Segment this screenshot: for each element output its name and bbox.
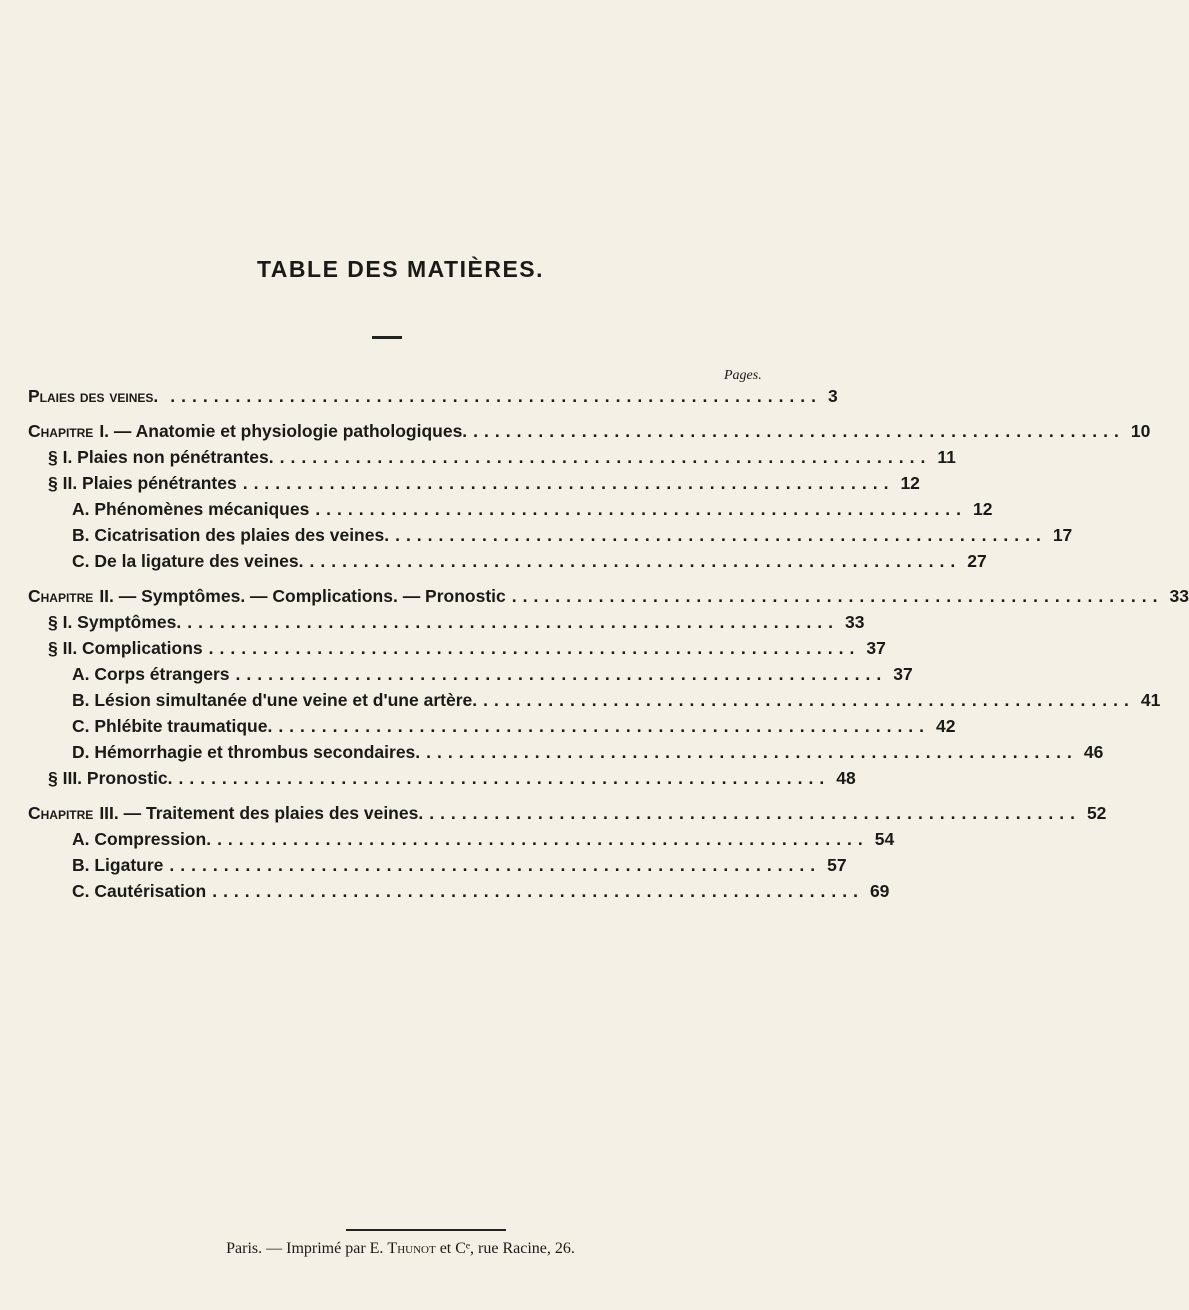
toc-entry-page: 12 — [973, 499, 993, 519]
toc-entry — [72, 742, 1104, 768]
toc-entry-title: B. Ligature — [72, 855, 164, 875]
toc-entry — [48, 473, 920, 499]
dot-leader: ............................................................ — [242, 473, 895, 493]
pages-column-label: Pages. — [724, 368, 762, 383]
toc-entry-page: 69 — [869, 881, 890, 901]
toc-entry-title: C. Phlébite traumatique. — [72, 716, 273, 736]
dot-leader: ............................................................ — [217, 829, 869, 849]
toc-entry-title: B. Cicatrisation des plaies des veines. — [72, 525, 390, 545]
toc-entry-lead: Chapitre — [28, 803, 94, 823]
imprint-suffix: et Cᵉ, rue Racine, 26. — [439, 1240, 575, 1257]
toc-entry — [48, 447, 956, 473]
toc-entry — [72, 551, 987, 577]
dot-leader: ............................................................ — [178, 768, 831, 788]
toc-entry-page: 10 — [1130, 421, 1151, 441]
page-title: TABLE DES MATIÈRES. — [256, 256, 545, 282]
toc-entry-page: 3 — [828, 386, 838, 406]
dot-leader: ............................................................ — [279, 447, 932, 467]
toc-entry-title: § III. Pronostic. — [48, 768, 173, 788]
toc-entry-lead: Plaies des veines. — [28, 386, 159, 406]
toc-entry-title: I. — Anatomie et physiologie pathologiques. — [99, 421, 468, 441]
dot-leader: ............................................................ — [426, 742, 1078, 762]
footer-divider — [346, 1229, 506, 1231]
dot-leader: ............................................................ — [483, 690, 1135, 710]
dot-leader: ............................................................ — [169, 855, 822, 875]
toc-entry-page: 52 — [1086, 803, 1107, 823]
toc-entry-title: § I. Symptômes. — [48, 612, 182, 632]
toc-entry-page: 57 — [827, 855, 847, 875]
dot-leader: ............................................................ — [511, 586, 1164, 606]
toc-entry-page: 33 — [844, 612, 865, 632]
toc-entry-page: 48 — [836, 768, 856, 788]
toc-entry-page: 41 — [1140, 690, 1161, 710]
toc-entry-title: § II. Plaies pénétrantes — [48, 473, 237, 493]
imprint-prefix: Paris. — Imprimé par E. — [226, 1240, 384, 1257]
dot-leader: ............................................................ — [278, 716, 931, 736]
toc-entry-title: § II. Complications — [48, 638, 203, 658]
toc-entry-title: D. Hémorrhagie et thrombus secondaires. — [72, 742, 421, 762]
toc-entry — [72, 525, 1073, 551]
toc-entry-title: § I. Plaies non pénétrantes. — [48, 447, 274, 467]
dot-leader: ............................................................ — [309, 551, 962, 571]
toc-entry-title: C. Cautérisation — [72, 881, 207, 901]
toc-entry-page: 33 — [1169, 586, 1189, 606]
toc-entry-page: 11 — [937, 447, 956, 467]
toc-entry-title: A. Corps étrangers — [72, 664, 230, 684]
dot-leader: ............................................................ — [187, 612, 839, 632]
dot-leader: ............................................................ — [212, 881, 864, 901]
toc-entry — [48, 768, 856, 794]
imprint-footer — [0, 1240, 801, 1258]
toc-entry — [72, 716, 956, 742]
toc-entry-title: A. Phénomènes mécaniques — [72, 499, 310, 519]
toc-entry-page: 42 — [936, 716, 956, 736]
dot-leader: ............................................................ — [170, 386, 823, 406]
toc-entry-page: 37 — [866, 638, 886, 658]
toc-entry-title: A. Compression. — [72, 829, 212, 849]
toc-entry-page: 17 — [1052, 525, 1073, 545]
toc-entry — [28, 586, 1189, 612]
toc-entry-page: 12 — [900, 473, 920, 493]
dot-leader: ............................................................ — [473, 421, 1125, 441]
toc-entry-lead: Chapitre — [28, 421, 94, 441]
toc-entry — [72, 855, 847, 881]
toc-entry-page: 46 — [1083, 742, 1104, 762]
toc-entry-page: 27 — [967, 551, 987, 571]
toc-entry-title: III. — Traitement des plaies des veines. — [99, 803, 424, 823]
toc-entry — [28, 386, 838, 412]
toc-entry-title: B. Lésion simultanée d'une veine et d'une artère. — [72, 690, 478, 710]
imprint-printer: Thunot — [387, 1240, 436, 1257]
dot-leader: ............................................................ — [208, 638, 861, 658]
toc-entry — [72, 664, 913, 690]
toc-entry — [72, 881, 890, 907]
title-divider — [372, 336, 402, 339]
toc-entry-title: II. — Symptômes. — Complications. — Pronostic — [99, 586, 506, 606]
dot-leader: ............................................................ — [235, 664, 888, 684]
toc-entry — [48, 638, 886, 664]
toc-entry — [72, 690, 1161, 716]
toc-entry — [72, 499, 993, 525]
toc-entry — [48, 612, 865, 638]
toc-entry-lead: Chapitre — [28, 586, 94, 606]
dot-leader: ............................................................ — [315, 499, 968, 519]
toc-entry-page: 37 — [893, 664, 913, 684]
dot-leader: ............................................................ — [395, 525, 1047, 545]
toc-entry — [28, 421, 1151, 447]
toc-entry-title: C. De la ligature des veines. — [72, 551, 304, 571]
toc-entry — [72, 829, 895, 855]
toc-entry-page: 54 — [874, 829, 895, 849]
dot-leader: ............................................................ — [429, 803, 1081, 823]
toc-entry — [28, 803, 1107, 829]
